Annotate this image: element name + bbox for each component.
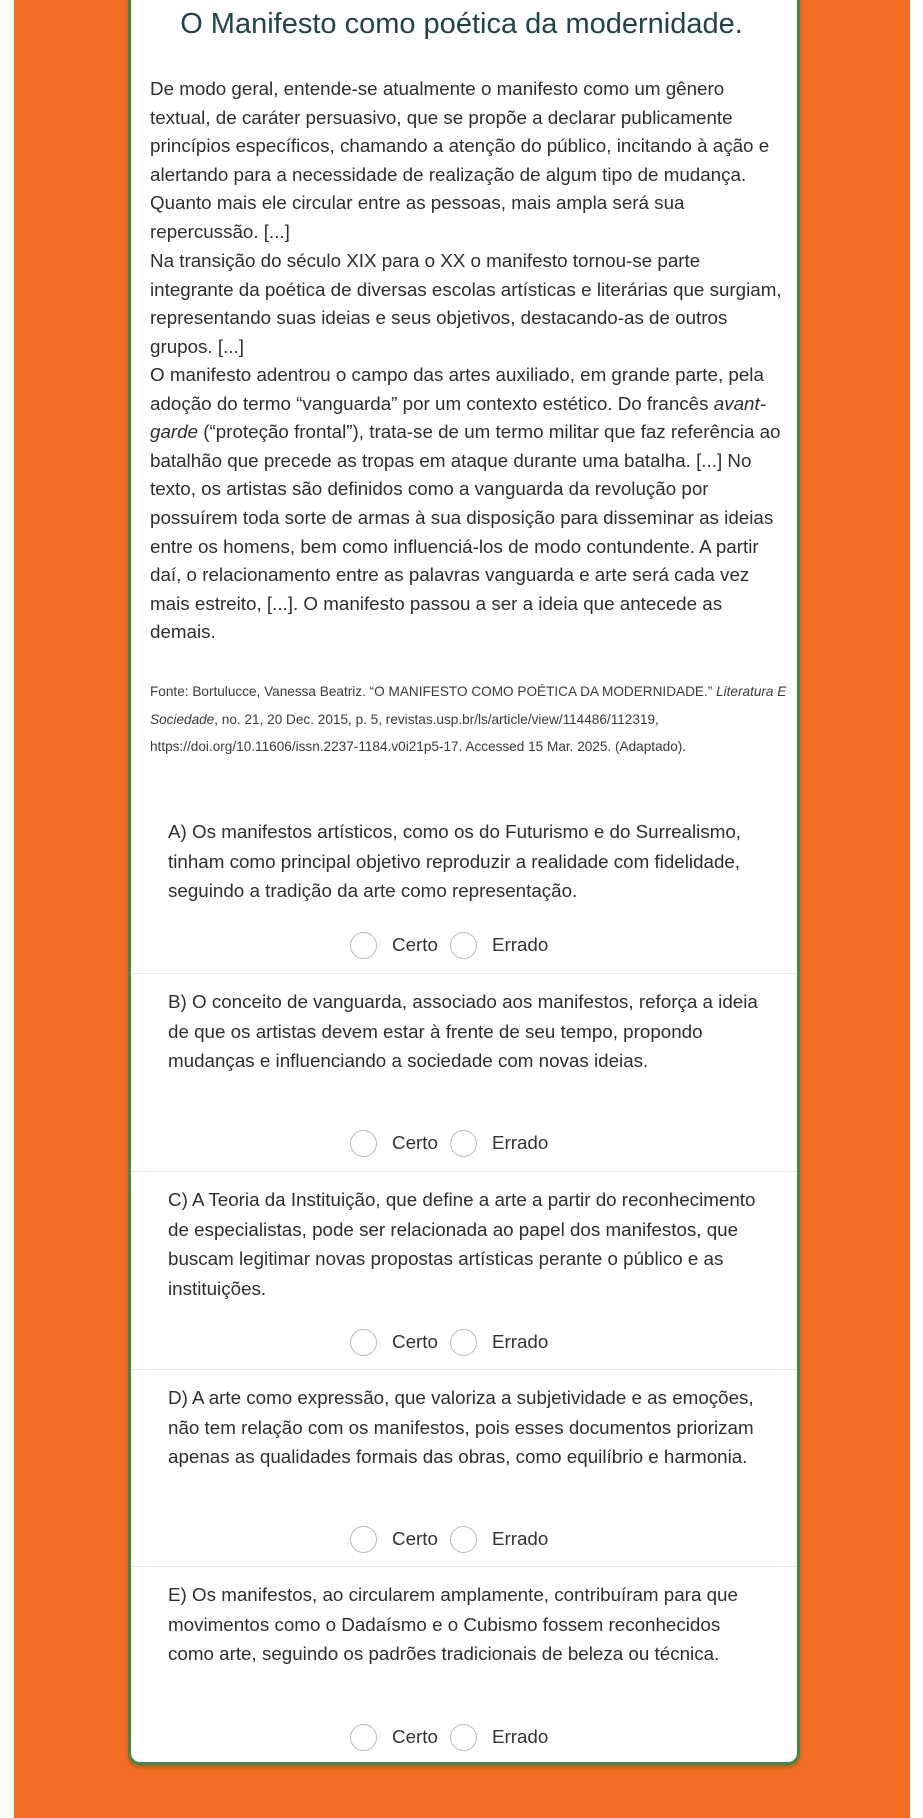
passage-paragraph-3: [150, 361, 786, 647]
source-journal: Literatura E Sociedade: [150, 684, 787, 727]
divider: [131, 1369, 797, 1370]
passage-text: (“proteção frontal”), trata-se de um termo militar que faz referência ao batalhão que precede as tropas em ataque durante uma batalha. [...] No texto, os artistas são definidos como a vanguarda da revolução por possuírem toda sorte de armas à sua disposição para disseminar as ideias entre os homens, bem como influenciá-los de modo contundente. A partir daí, o relacionamento entre as palavras vanguarda e arte será cada vez mais estreito, [...]. O manifesto passou a ser a ideia que antecede as demais.: [150, 421, 781, 643]
option-errado-a[interactable]: [450, 932, 548, 959]
answer-options-b: [350, 1128, 560, 1158]
errado-label: Errado: [491, 934, 549, 955]
statement-e: E) Os manifestos, ao circularem amplamente, contribuíram para que movimentos como o Dadaísmo e o Cubismo fossem reconhecidos como arte, seguindo os padrões tradicionais de beleza ou técnica.: [168, 1584, 738, 1664]
certo-label: Certo: [392, 1726, 438, 1747]
errado-label: Errado: [491, 1132, 549, 1153]
answer-options-d: [350, 1524, 560, 1554]
answer-options-e: [350, 1722, 560, 1752]
statement-d: D) A arte como expressão, que valoriza a subjetividade e as emoções, não tem relação com os manifestos, pois esses documentos priorizam apenas as qualidades formais das obras, como equilíbrio e harmonia.: [168, 1387, 754, 1467]
errado-label: Errado: [491, 1726, 549, 1747]
option-errado-e[interactable]: [450, 1724, 548, 1751]
certo-label: Certo: [392, 1331, 438, 1352]
radio-certo-e[interactable]: [350, 1724, 377, 1751]
source-citation: [150, 678, 790, 761]
statement-a: A) Os manifestos artísticos, como os do Futurismo e do Surrealismo, tinham como principal objetivo reproduzir a realidade com fidelidade, seguindo a tradição da arte como representação.: [168, 821, 742, 901]
radio-certo-d[interactable]: [350, 1526, 377, 1553]
passage-paragraph-2: Na transição do século XIX para o XX o manifesto tornou-se parte integrante da poética de diversas escolas artísticas e literárias que surgiam, representando suas ideias e seus objetivos, destacando-as de outros grupos. [...]: [150, 250, 782, 357]
divider: [131, 1566, 797, 1567]
source-prefix: Fonte: Bortulucce, Vanessa Beatriz. “O MANIFESTO COMO POÉTICA DA MODERNIDADE.”: [150, 684, 713, 699]
radio-certo-b[interactable]: [350, 1130, 377, 1157]
passage-text: O manifesto adentrou o campo das artes auxiliado, em grande parte, pela adoção do termo “vanguarda” por um contexto estético. Do francês: [150, 364, 764, 414]
option-certo-a[interactable]: [350, 932, 438, 959]
answer-options-a: [350, 930, 560, 960]
certo-label: Certo: [392, 1528, 438, 1549]
radio-errado-a[interactable]: [450, 932, 477, 959]
divider: [131, 973, 797, 974]
answer-options-c: [350, 1327, 560, 1357]
radio-errado-c[interactable]: [450, 1329, 477, 1356]
option-errado-b[interactable]: [450, 1130, 548, 1157]
option-certo-d[interactable]: [350, 1526, 438, 1553]
radio-certo-c[interactable]: [350, 1329, 377, 1356]
certo-label: Certo: [392, 1132, 438, 1153]
radio-certo-a[interactable]: [350, 932, 377, 959]
statement-c: C) A Teoria da Instituição, que define a arte a partir do reconhecimento de especialistas, pode ser relacionada ao papel dos manifestos, que buscam legitimar novas propostas artísticas perante o público e as instituições.: [168, 1189, 756, 1299]
errado-label: Errado: [491, 1528, 549, 1549]
statement-b: B) O conceito de vanguarda, associado aos manifestos, reforça a ideia de que os artistas devem estar à frente de seu tempo, propondo mudanças e influenciando a sociedade com novas ideias.: [168, 991, 758, 1071]
source-details: , no. 21, 20 Dec. 2015, p. 5, revistas.usp.br/ls/article/view/114486/112319, https://doi.org/10.11606/issn.2237-1184.v0i21p5-17. Accessed 15 Mar. 2025. (Adaptado).: [150, 711, 687, 754]
certo-label: Certo: [392, 934, 438, 955]
divider: [131, 1171, 797, 1172]
radio-errado-e[interactable]: [450, 1724, 477, 1751]
option-certo-c[interactable]: [350, 1329, 438, 1356]
option-errado-c[interactable]: [450, 1329, 548, 1356]
passage-paragraph-1: De modo geral, entende-se atualmente o manifesto como um gênero textual, de caráter persuasivo, que se propõe a declarar publicamente princípios específicos, chamando a atenção do público, incitando à ação e alertando para a necessidade de realização de algum tipo de mudança. Quanto mais ele circular entre as pessoas, mais ampla será sua repercussão. [...]: [150, 78, 770, 242]
radio-errado-d[interactable]: [450, 1526, 477, 1553]
option-certo-b[interactable]: [350, 1130, 438, 1157]
option-errado-d[interactable]: [450, 1526, 548, 1553]
radio-errado-b[interactable]: [450, 1130, 477, 1157]
errado-label: Errado: [491, 1331, 549, 1352]
page-title: O Manifesto como poética da modernidade.: [180, 8, 743, 40]
passage-italic-term: avant-garde: [150, 392, 766, 443]
option-certo-e[interactable]: [350, 1724, 438, 1751]
